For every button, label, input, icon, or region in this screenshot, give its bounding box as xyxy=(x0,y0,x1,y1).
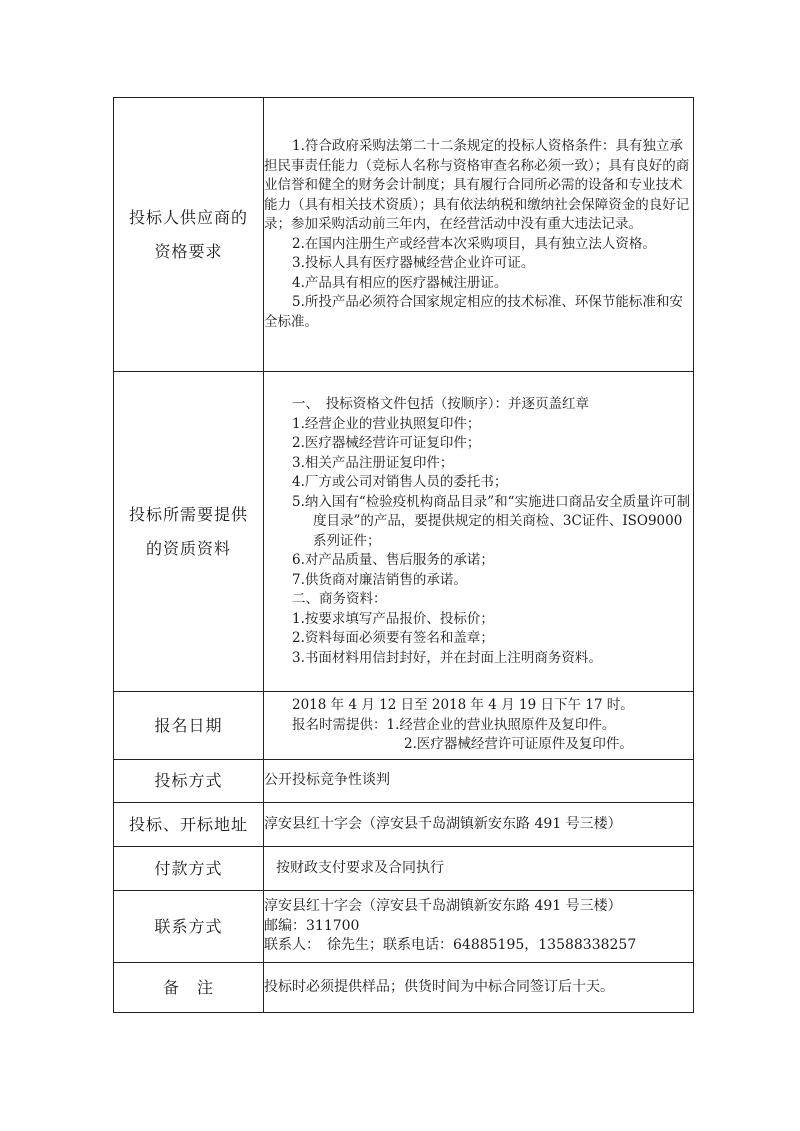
contact-person: 联系人： 徐先生；联系电话：64885195，13588338257 xyxy=(264,937,637,954)
document-item: 1.经营企业的营业执照复印件； xyxy=(292,415,481,432)
bid-address: 淳安县红十字会（淳安县千岛湖镇新安东路 491 号三楼） xyxy=(264,803,694,847)
document-item: 3.相关产品注册证复印件； xyxy=(292,454,454,471)
document-item: 6.对产品质量、售后服务的承诺； xyxy=(292,552,494,568)
document-item: 3.书面材料用信封封好，并在封面上注明商务资料。 xyxy=(292,649,602,666)
table-row xyxy=(114,760,694,803)
document-item: 4.厂方或公司对销售人员的委托书； xyxy=(292,474,508,490)
table-row xyxy=(114,847,694,891)
bidding-method: 公开投标竞争性谈判 xyxy=(264,760,694,803)
contact-info xyxy=(264,891,694,963)
table-row xyxy=(114,803,694,847)
registration-docs: 2.医疗器械经营许可证原件及复印件。 xyxy=(404,736,633,753)
document-item: 2.医疗器械经营许可证复印件； xyxy=(292,435,481,451)
table-row xyxy=(114,372,694,692)
registration-date: 2018 年 4 月 12 日至 2018 年 4 月 19 日下午 17 时。 xyxy=(292,697,634,714)
qualification-requirements xyxy=(264,98,694,372)
section-heading: 一、 投标资格文件包括（按顺序）：并逐页盖红章 xyxy=(292,396,589,412)
label-line: 投标人供应商的 xyxy=(128,207,248,227)
table-row xyxy=(114,692,694,760)
requirement-item: 2.在国内注册生产或经营本次采购项目，具有独立法人资格。 xyxy=(292,235,656,252)
remarks: 投标时必须提供样品；供货时间为中标合同签订后十天。 xyxy=(264,963,694,1013)
label-line: 的资质资料 xyxy=(145,538,231,558)
requirement-item: 3.投标人具有医疗器械经营企业许可证。 xyxy=(292,255,535,271)
table-row xyxy=(114,891,694,963)
row-label xyxy=(114,98,264,372)
requirement-item: 5.所投产品必须符合国家规定相应的技术标准、环保节能标准和安全标准。 xyxy=(264,294,683,330)
registration-docs: 报名时需提供：1.经营企业的营业执照原件及复印件。 xyxy=(292,716,616,733)
row-label: 投标、开标地址 xyxy=(114,803,264,847)
document-item: 1.按要求填写产品报价、投标价； xyxy=(292,610,494,627)
row-label xyxy=(114,372,264,692)
contact-address: 淳安县红十字会（淳安县千岛湖镇新安东路 491 号三楼） xyxy=(264,898,622,915)
row-label: 备 注 xyxy=(114,963,264,1013)
payment-method: 按财政支付要求及合同执行 xyxy=(264,847,694,891)
registration-info xyxy=(264,692,694,760)
contact-postcode: 邮编：311700 xyxy=(264,917,360,934)
table-row xyxy=(114,963,694,1013)
label-line: 投标所需要提供 xyxy=(128,504,248,524)
document-item: 2.资料每面必须要有签名和盖章； xyxy=(292,630,494,646)
row-label: 投标方式 xyxy=(114,760,264,803)
document-item: 7.供货商对廉洁销售的承诺。 xyxy=(292,571,467,588)
label-line: 资格要求 xyxy=(154,241,223,261)
section-heading: 二、商务资料： xyxy=(292,591,387,607)
table-row xyxy=(114,98,694,372)
requirement-item: 1.符合政府采购法第二十二条规定的投标人资格条件：具有独立承担民事责任能力（竞标人名称与资格审查名称必须一致）；具有良好的商业信誉和健全的财务会计制度；具有履行合同所必需的设备和专业技术能力（具有相关技术资质）；具有依法纳税和缴纳社会保障资金的良好记录；参加采购活动前三年内，在经营活动中没有重大违法记录。 xyxy=(264,138,690,232)
document-item: 5.纳入国有“检验疫机构商品目录”和“实施进口商品安全质量许可制度目录”的产品，要提供规定的相关商检、3C证件、ISO9000系列证件； xyxy=(292,493,691,549)
procurement-info-table xyxy=(113,97,694,1013)
row-label: 联系方式 xyxy=(114,891,264,963)
row-label: 付款方式 xyxy=(114,847,264,891)
row-label: 报名日期 xyxy=(114,692,264,760)
required-documents xyxy=(264,372,694,692)
requirement-item: 4.产品具有相应的医疗器械注册证。 xyxy=(292,274,508,291)
